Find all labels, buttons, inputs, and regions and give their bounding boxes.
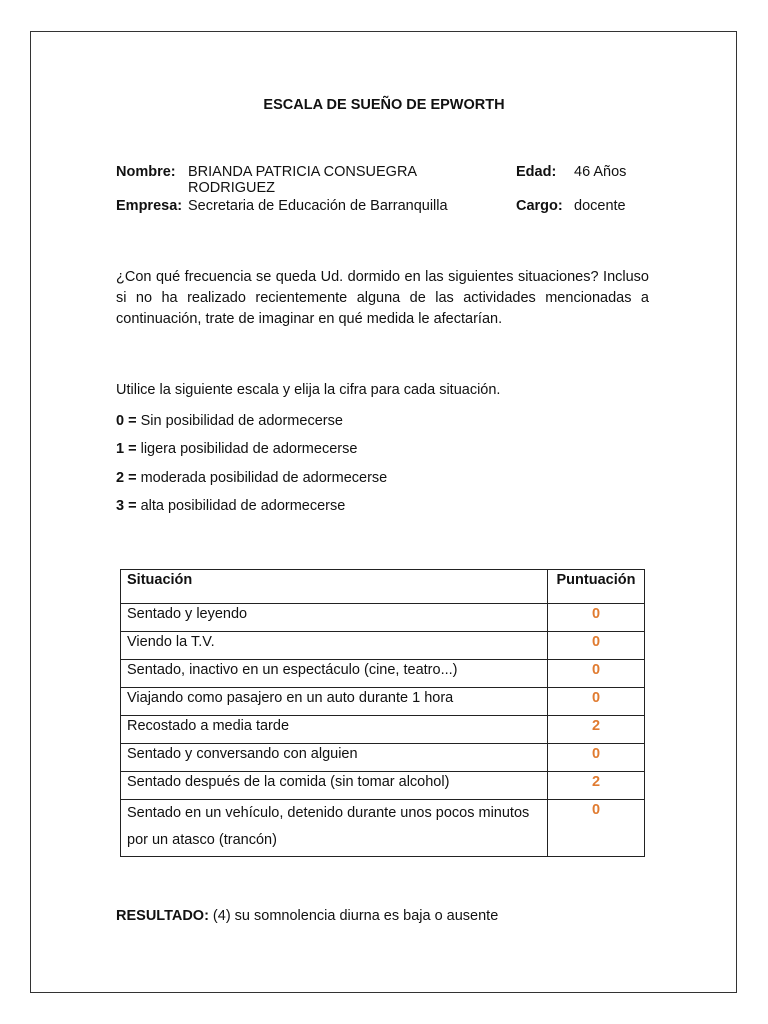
scale-text: alta posibilidad de adormecerse (136, 498, 346, 514)
table-header-row (121, 570, 645, 604)
document-title: ESCALA DE SUEÑO DE EPWORTH (263, 97, 505, 113)
empresa-value: Secretaria de Educación de Barranquilla (188, 198, 448, 214)
situacion-cell: Recostado a media tarde (121, 716, 548, 744)
table-row (121, 800, 645, 857)
scale-text: ligera posibilidad de adormecerse (136, 441, 358, 457)
epworth-table (120, 569, 645, 857)
scale-key: 1 = (116, 441, 137, 457)
scale-key: 3 = (116, 498, 137, 514)
scale-item (116, 441, 357, 457)
table-row (121, 744, 645, 772)
situacion-cell: Viajando como pasajero en un auto durante 1 hora (121, 688, 548, 716)
nombre-label: Nombre: (116, 164, 176, 180)
nombre-value: BRIANDA PATRICIA CONSUEGRA RODRIGUEZ (188, 164, 417, 196)
puntuacion-cell: 2 (548, 772, 645, 800)
puntuacion-cell: 2 (548, 716, 645, 744)
cargo-label: Cargo: (516, 198, 563, 214)
scale-key: 0 = (116, 413, 137, 429)
edad-value: 46 Años (574, 164, 627, 180)
scale-item (116, 498, 345, 514)
scale-item (116, 413, 343, 429)
puntuacion-cell: 0 (548, 632, 645, 660)
situacion-cell: Sentado en un vehículo, detenido durante unos pocos minutos por un atasco (trancón) (121, 800, 548, 857)
result-text: (4) su somnolencia diurna es baja o ausente (208, 908, 499, 924)
situacion-cell: Sentado, inactivo en un espectáculo (cine, teatro...) (121, 660, 548, 688)
puntuacion-cell: 0 (548, 660, 645, 688)
header-puntuacion: Puntuación (548, 570, 645, 604)
header-situacion: Situación (121, 570, 548, 604)
result-label: RESULTADO: (116, 908, 209, 924)
scale-key: 2 = (116, 470, 137, 486)
situacion-cell: Sentado después de la comida (sin tomar alcohol) (121, 772, 548, 800)
edad-label: Edad: (516, 164, 557, 180)
empresa-label: Empresa: (116, 198, 183, 214)
table-row (121, 688, 645, 716)
result-line (116, 908, 498, 924)
puntuacion-cell: 0 (548, 744, 645, 772)
puntuacion-cell: 0 (548, 688, 645, 716)
table-row (121, 772, 645, 800)
scale-intro: Utilice la siguiente escala y elija la cifra para cada situación. (116, 382, 501, 398)
question-paragraph: ¿Con qué frecuencia se queda Ud. dormido en las siguientes situaciones? Incluso si no ha realizado recientemente alguna de las actividades mencionadas a continuación, trate de imaginar en qué medida le afectarían. (116, 269, 649, 327)
table-row (121, 660, 645, 688)
table-row (121, 632, 645, 660)
table-row (121, 604, 645, 632)
scale-text: Sin posibilidad de adormecerse (136, 413, 343, 429)
situacion-cell: Viendo la T.V. (121, 632, 548, 660)
cargo-value: docente (574, 198, 626, 214)
puntuacion-cell: 0 (548, 604, 645, 632)
situacion-cell: Sentado y conversando con alguien (121, 744, 548, 772)
situacion-cell: Sentado y leyendo (121, 604, 548, 632)
table-row (121, 716, 645, 744)
scale-text: moderada posibilidad de adormecerse (136, 470, 388, 486)
puntuacion-cell: 0 (548, 800, 645, 857)
scale-item (116, 470, 387, 486)
